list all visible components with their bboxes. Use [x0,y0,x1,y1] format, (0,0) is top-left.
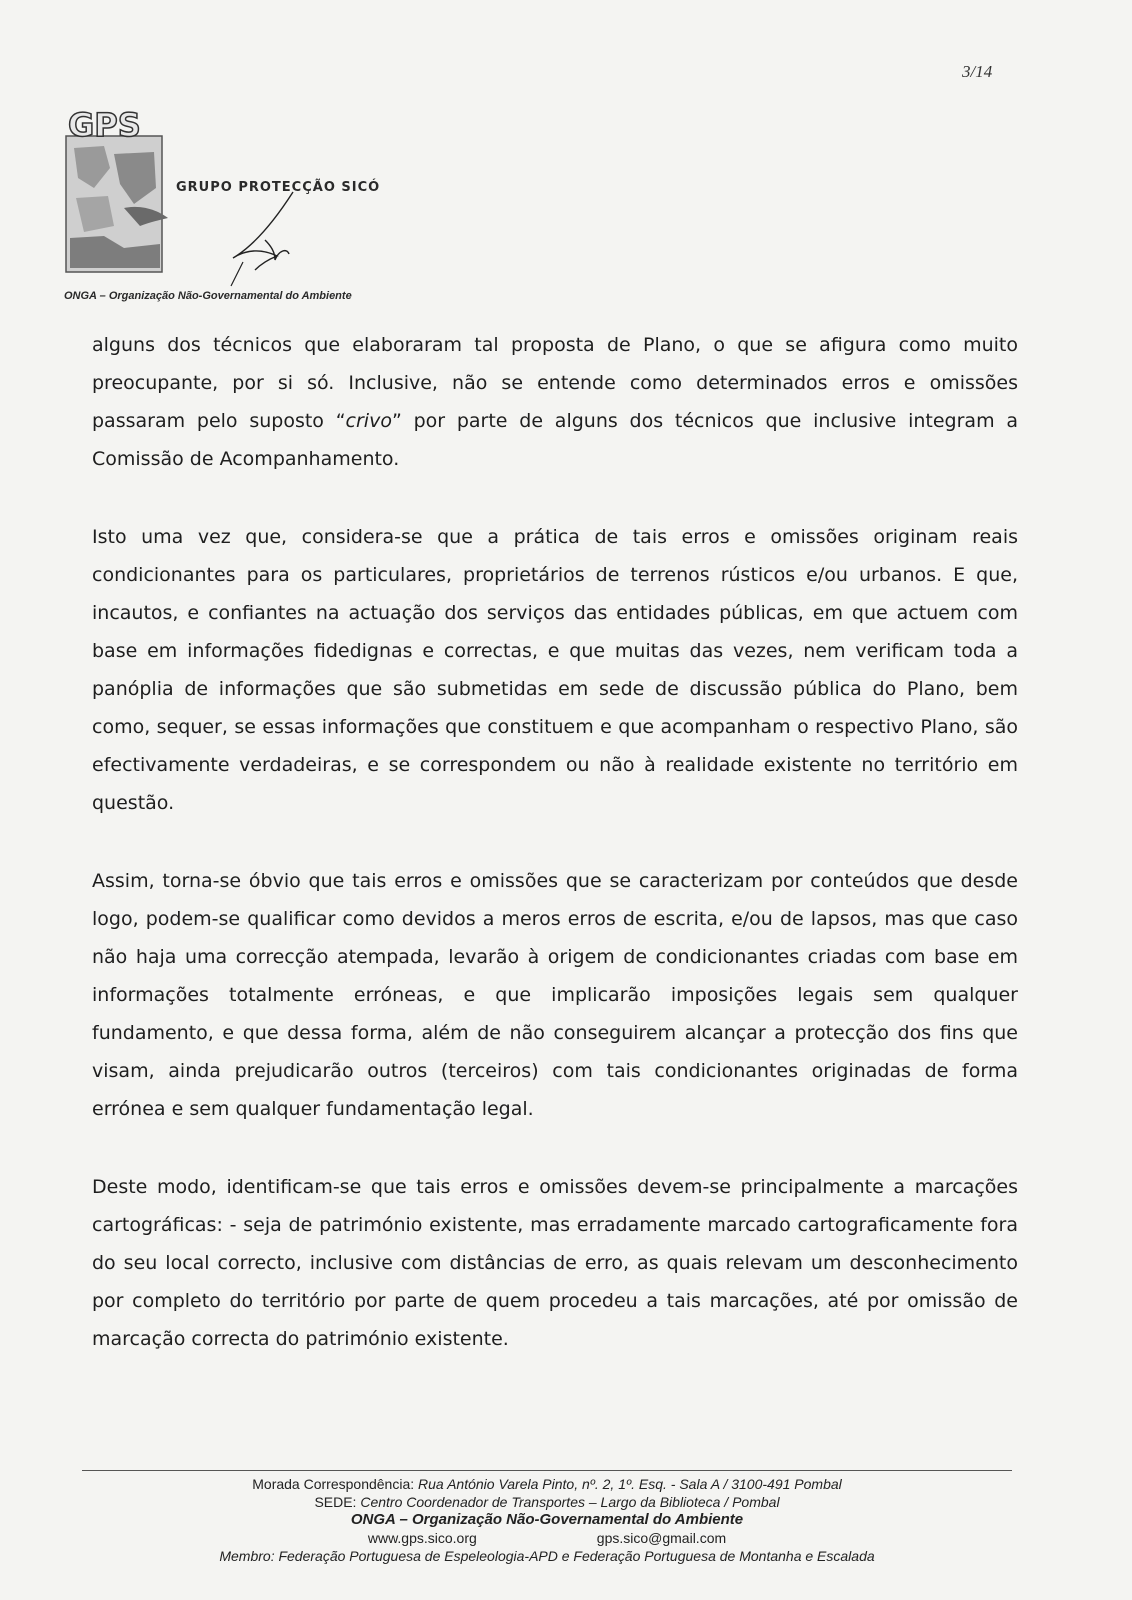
logo-text: GPS [68,108,141,144]
footer-address [82,1475,1012,1493]
footer-address-label: Morada Correspondência: [252,1476,419,1492]
footer-contacts [82,1529,1012,1547]
footer-member: Membro: Federação Portuguesa de Espeleologia-APD e Federação Portuguesa de Montanha e Escalada [219,1548,875,1564]
footer [82,1475,1012,1565]
footer-sede-label: SEDE: [314,1494,361,1510]
onga-subtitle: ONGA – Organização Não-Governamental do Ambiente [64,290,352,302]
page-number: 3/14 [962,62,993,81]
signature [215,190,315,290]
footer-address-value: Rua António Varela Pinto, nº. 2, 1º. Esq. - Sala A / 3100-491 Pombal [418,1476,842,1492]
paragraph-1-italic: crivo [345,410,392,432]
footer-website: www.gps.sico.org [367,1530,477,1546]
gps-logo [64,108,176,276]
paragraph-1-part-b: ” por parte de alguns dos técnicos que inclusive integram a Comissão de Acompanhamento. [92,410,1019,470]
paragraph-3: Assim, torna-se óbvio que tais erros e omissões que se caracterizam por conteúdos que desde logo, podem-se qualificar como devidos a meros erros de escrita, e/ou de lapsos, mas que caso não haja uma correcção atempada, levarão à origem de condicionantes criadas com base em informações totalmente erróneas, e que implicarão imposições legais sem qualquer fundamento, e que dessa forma, além de não conseguirem alcançar a protecção dos fins que visam, ainda prejudicarão outros (terceiros) com tais condicionantes originadas de forma errónea e sem qualquer fundamentação legal. [92,870,1018,1120]
paragraph-2: Isto uma vez que, considera-se que a prática de tais erros e omissões originam reais condicionantes para os particulares, proprietários de terrenos rústicos e/ou urbanos. E que, incautos, e confiantes na actuação dos serviços das entidades públicas, em que actuem com base em informações fidedignas e correctas, e que muitas das vezes, nem verificam toda a panóplia de informações que são submetidas em sede de discussão pública do Plano, bem como, sequer, se essas informações que constituem e que acompanham o respectivo Plano, são efectivamente verdadeiras, e se correspondem ou não à realidade existente no território em questão. [92,526,1018,814]
org-name: GRUPO PROTECÇÃO SICÓ [176,180,381,195]
paragraph-1 [92,326,1018,478]
footer-email: gps.sico@gmail.com [596,1530,727,1546]
paragraph-4: Deste modo, identificam-se que tais erros e omissões devem-se principalmente a marcações cartográficas: - seja de património existente, mas erradamente marcado cartograficamente fora do seu local correcto, inclusive com distâncias de erro, as quais relevam um desconhecimento por completo do território por parte de quem procedeu a tais marcações, até por omissão de marcação correcta do património existente. [92,1176,1018,1350]
paragraph-1-part-a: alguns dos técnicos que elaboraram tal proposta de Plano, o que se afigura como muito preocupante, por si só. Inclusive, não se entende como determinados erros e omissões passaram pelo suposto “ [92,334,1018,432]
footer-divider [82,1470,1012,1471]
footer-sede-value: Centro Coordenador de Transportes – Largo da Biblioteca / Pombal [360,1494,780,1510]
document-body [92,326,1018,1398]
footer-sede [82,1493,1012,1511]
footer-onga: ONGA – Organização Não-Governamental do Ambiente [350,1511,744,1528]
